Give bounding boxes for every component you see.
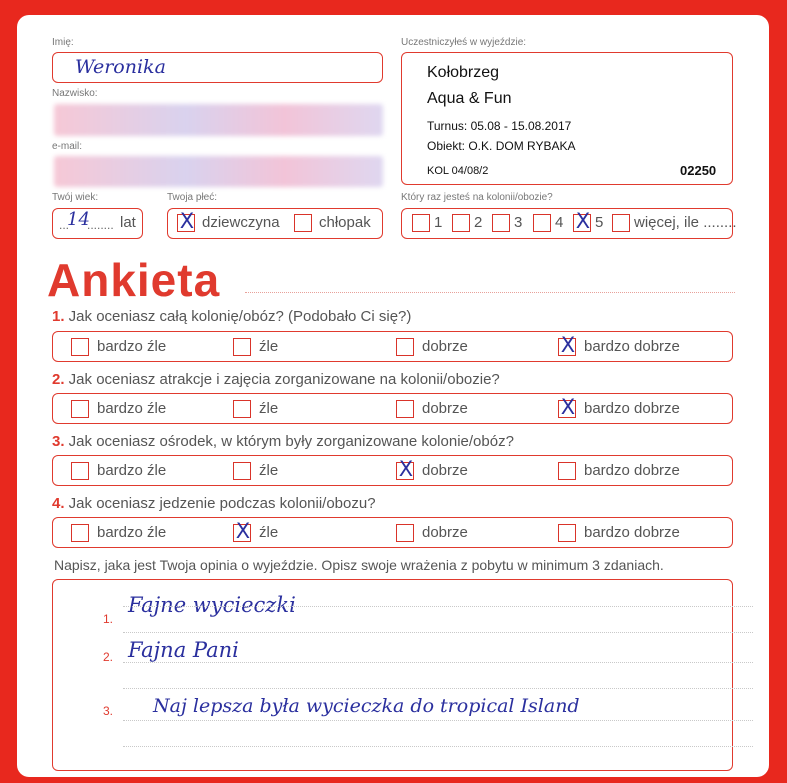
survey-sheet <box>17 15 769 777</box>
question-1 <box>52 308 411 325</box>
survey-title: Ankieta <box>47 254 221 306</box>
ruled-line <box>123 720 753 721</box>
name-label: Imię: <box>52 37 74 48</box>
ruled-line <box>123 688 753 689</box>
times-checkbox-1[interactable] <box>412 214 430 232</box>
rating-label: bardzo dobrze <box>584 462 680 479</box>
rating-label: dobrze <box>422 338 468 355</box>
q1-checkbox-bad[interactable] <box>233 338 251 356</box>
surname-label: Nazwisko: <box>52 88 98 99</box>
gender-field <box>167 208 383 239</box>
question-text: Jak oceniasz atrakcje i zajęcia zorganizowane na kolonii/obozie? <box>64 371 500 388</box>
email-label: e-mail: <box>52 141 83 152</box>
trip-info-box <box>401 52 733 185</box>
question-number: 2. <box>52 371 65 388</box>
rating-row-2 <box>52 393 733 424</box>
q4-checkbox-bad[interactable] <box>233 519 251 543</box>
ruled-line <box>123 746 753 747</box>
rating-label: bardzo dobrze <box>584 400 680 417</box>
surname-field-redacted[interactable] <box>54 104 383 136</box>
rating-label: dobrze <box>422 400 468 417</box>
check-mark: X <box>235 519 251 543</box>
q2-checkbox-very-bad[interactable] <box>71 400 89 418</box>
times-label: Który raz jesteś na kolonii/obozie? <box>401 192 553 203</box>
check-mark: X <box>398 457 414 481</box>
opinion-text: Fajne wycieczki <box>128 593 296 617</box>
age-unit: lat <box>120 214 136 231</box>
rating-label: bardzo źle <box>97 338 167 355</box>
trip-number: 02250 <box>680 163 717 178</box>
times-option-label: 1 <box>434 214 443 231</box>
gender-option-label: chłopak <box>319 214 371 231</box>
question-text: Jak oceniasz całą kolonię/obóz? (Podobało Ci się?) <box>64 308 412 325</box>
question-number: 1. <box>52 308 65 325</box>
check-mark: X <box>560 333 576 357</box>
trip-program: Aqua & Fun <box>427 90 512 107</box>
age-label: Twój wiek: <box>52 192 99 203</box>
times-option-label: więcej, ile ........ <box>634 214 737 231</box>
rating-label: dobrze <box>422 524 468 541</box>
rating-label: dobrze <box>422 462 468 479</box>
question-4 <box>52 495 376 512</box>
times-option-label: 3 <box>514 214 523 231</box>
q2-checkbox-good[interactable] <box>396 400 414 418</box>
q4-checkbox-good[interactable] <box>396 524 414 542</box>
gender-checkbox-boy[interactable] <box>294 214 312 232</box>
rating-row-3 <box>52 455 733 486</box>
q3-checkbox-good[interactable] <box>396 457 414 481</box>
times-option-label: 4 <box>555 214 564 231</box>
rating-label: bardzo dobrze <box>584 338 680 355</box>
q4-checkbox-very-good[interactable] <box>558 524 576 542</box>
rating-label: źle <box>259 462 279 479</box>
times-field <box>401 208 737 239</box>
trip-city: Kołobrzeg <box>427 64 500 81</box>
age-dots-left: ... <box>59 218 70 232</box>
gender-checkbox-girl[interactable] <box>177 209 195 233</box>
ruled-line <box>123 632 753 633</box>
trip-turnus: Turnus: 05.08 - 15.08.2017 <box>427 119 572 133</box>
question-2 <box>52 371 500 388</box>
name-value: Weronika <box>75 56 166 78</box>
title-divider <box>245 292 735 293</box>
rating-row-1 <box>52 331 733 362</box>
q3-checkbox-very-bad[interactable] <box>71 462 89 480</box>
rating-label: źle <box>259 400 279 417</box>
rating-label: bardzo źle <box>97 524 167 541</box>
q1-checkbox-very-good[interactable] <box>558 333 576 357</box>
question-number: 4. <box>52 495 65 512</box>
opinion-prompt: Napisz, jaka jest Twoja opinia o wyjeździe. Opisz swoje wrażenia z pobytu w minimum 3 zdaniach. <box>54 557 664 573</box>
times-checkbox-4[interactable] <box>533 214 551 232</box>
times-checkbox-5[interactable] <box>573 209 591 233</box>
question-number: 3. <box>52 433 65 450</box>
question-text: Jak oceniasz jedzenie podczas kolonii/obozu? <box>64 495 376 512</box>
name-field[interactable] <box>52 52 383 83</box>
age-field[interactable] <box>52 208 143 239</box>
trip-obiekt: Obiekt: O.K. DOM RYBAKA <box>427 139 576 153</box>
q1-checkbox-good[interactable] <box>396 338 414 356</box>
question-text: Jak oceniasz ośrodek, w którym były zorganizowane kolonie/obóz? <box>64 433 514 450</box>
rating-label: źle <box>259 524 279 541</box>
q3-checkbox-very-good[interactable] <box>558 462 576 480</box>
q4-checkbox-very-bad[interactable] <box>71 524 89 542</box>
opinion-line-number: 3. <box>103 704 114 718</box>
opinion-box[interactable] <box>52 579 733 771</box>
rating-row-4 <box>52 517 733 548</box>
rating-label: bardzo źle <box>97 400 167 417</box>
ruled-line <box>123 662 753 663</box>
opinion-line-number: 1. <box>103 612 114 626</box>
times-option-label: 5 <box>595 214 604 231</box>
gender-label: Twoja płeć: <box>167 192 218 203</box>
check-mark: X <box>179 209 195 233</box>
trip-label: Uczestniczyłeś w wyjeździe: <box>401 37 527 48</box>
age-dots-right: ........ <box>87 218 114 232</box>
email-field-redacted[interactable] <box>54 156 383 187</box>
check-mark: X <box>575 209 591 233</box>
rating-label: źle <box>259 338 279 355</box>
opinion-text: Fajna Pani <box>128 638 239 662</box>
ruled-line <box>123 606 753 607</box>
rating-label: bardzo dobrze <box>584 524 680 541</box>
times-checkbox-more[interactable] <box>612 214 630 232</box>
times-option-label: 2 <box>474 214 483 231</box>
question-3 <box>52 433 514 450</box>
check-mark: X <box>560 395 576 419</box>
q2-checkbox-very-good[interactable] <box>558 395 576 419</box>
times-checkbox-3[interactable] <box>492 214 510 232</box>
rating-label: bardzo źle <box>97 462 167 479</box>
q3-checkbox-bad[interactable] <box>233 462 251 480</box>
q2-checkbox-bad[interactable] <box>233 400 251 418</box>
q1-checkbox-very-bad[interactable] <box>71 338 89 356</box>
times-checkbox-2[interactable] <box>452 214 470 232</box>
opinion-line-number: 2. <box>103 650 114 664</box>
gender-option-label: dziewczyna <box>202 214 280 231</box>
trip-code: KOL 04/08/2 <box>427 165 489 177</box>
opinion-text: Naj lepsza była wycieczka do tropical Island <box>153 695 580 717</box>
age-value: 14 <box>67 209 90 230</box>
